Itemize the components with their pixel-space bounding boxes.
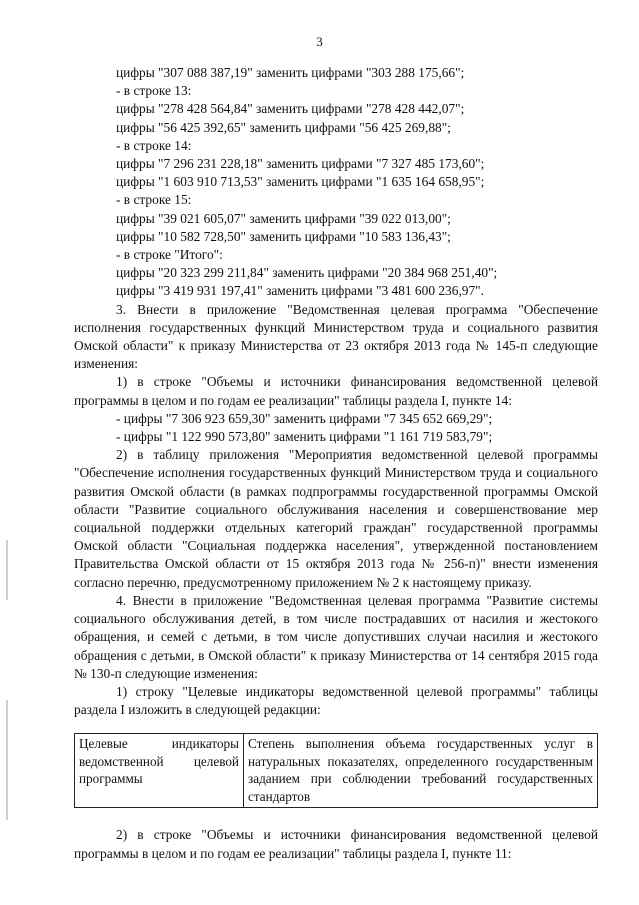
amendment-list: [74, 64, 598, 301]
amendment-line: - в строке 13:: [116, 83, 192, 99]
section-4-intro: 4. Внести в приложение "Ведомственная целевая программа "Развитие системы социального обслуживания детей, в том числе пострадавших от насилия и жестокого обращения, и семей с детьми, в том числе допустивших случаи насилия и жестокого обращения с детьми, в Омской области" к приказу Министерства от 14 сентября 2015 года № 130-п следующие изменения:: [74, 592, 598, 681]
section-3-intro: 3. Внести в приложение "Ведомственная целевая программа "Обеспечение исполнения государственных функций Министерством труда и социального развития Омской области" к приказу Министерства от 23 октября 2013 года № 145-п следующие изменения:: [74, 301, 598, 372]
page-number: 3: [316, 34, 323, 49]
amendment-line: цифры "56 425 392,65" заменить цифрами "56 425 269,88";: [116, 119, 451, 135]
amendment-line: цифры "3 419 931 197,41" заменить цифрами "3 481 600 236,97".: [116, 283, 485, 299]
scan-edge-mark: [6, 700, 8, 820]
table-cell-value: Степень выполнения объема государственных услуг в натуральных показателях, определенного государственным заданием при соблюдении требований государственных стандартов: [244, 734, 598, 808]
indicators-table: [74, 733, 598, 808]
section-3-item-1-line-1: - цифры "7 306 923 659,30" заменить цифрами "7 345 652 669,29";: [116, 410, 493, 426]
section-3-item-1: 1) в строке "Объемы и источники финансирования ведомственной целевой программы в целом и по годам ее реализации" таблицы раздела I, пункте 14:: [74, 374, 598, 408]
section-4-item-1: 1) строку "Целевые индикаторы ведомственной целевой программы" таблицы раздела I изложить в следующей редакции:: [74, 683, 598, 718]
amendment-line: цифры "10 582 728,50" заменить цифрами "10 583 136,43";: [116, 228, 451, 244]
amendment-line: - в строке "Итого":: [116, 247, 223, 263]
document-body: [74, 64, 598, 863]
amendment-line: - в строке 15:: [116, 192, 192, 208]
amendment-line: цифры "278 428 564,84" заменить цифрами "278 428 442,07";: [116, 101, 465, 117]
section-4-item-2: 2) в строке "Объемы и источники финансирования ведомственной целевой программы в целом и по годам ее реализации" таблицы раздела I, пункте 11:: [74, 827, 598, 861]
amendment-line: цифры "7 296 231 228,18" заменить цифрами "7 327 485 173,60";: [116, 156, 485, 172]
scan-edge-mark: [6, 540, 8, 600]
amendment-line: цифры "20 323 299 211,84" заменить цифрами "20 384 968 251,40";: [116, 265, 498, 281]
table-row: [75, 734, 598, 808]
section-3-item-2: 2) в таблицу приложения "Мероприятия ведомственной целевой программы "Обеспечение исполнения государственных функций Министерством труда и социального развития Омской области (в рамках подпрограммы государственной программы Омской области "Развитие социального обслуживания населения и совершенствование мер социальной поддержки отдельных категорий граждан" государственной программы Омской области "Социальная поддержка населения", утвержденной постановлением Правительства Омской области от 15 октября 2013 года № 256-п)" внести изменения согласно перечню, предусмотренному приложением № 2 к настоящему приказу.: [74, 447, 598, 590]
amendment-line: цифры "307 088 387,19" заменить цифрами "303 288 175,66";: [116, 65, 465, 80]
amendment-line: цифры "39 021 605,07" заменить цифрами "39 022 013,00";: [116, 210, 451, 226]
amendment-line: цифры "1 603 910 713,53" заменить цифрами "1 635 164 658,95";: [116, 174, 485, 190]
amendment-line: - в строке 14:: [116, 137, 192, 153]
table-cell-label: Целевые индикаторы ведомственной целевой программы: [75, 734, 244, 808]
section-3-item-1-line-2: - цифры "1 122 990 573,80" заменить цифрами "1 161 719 583,79";: [116, 429, 493, 445]
